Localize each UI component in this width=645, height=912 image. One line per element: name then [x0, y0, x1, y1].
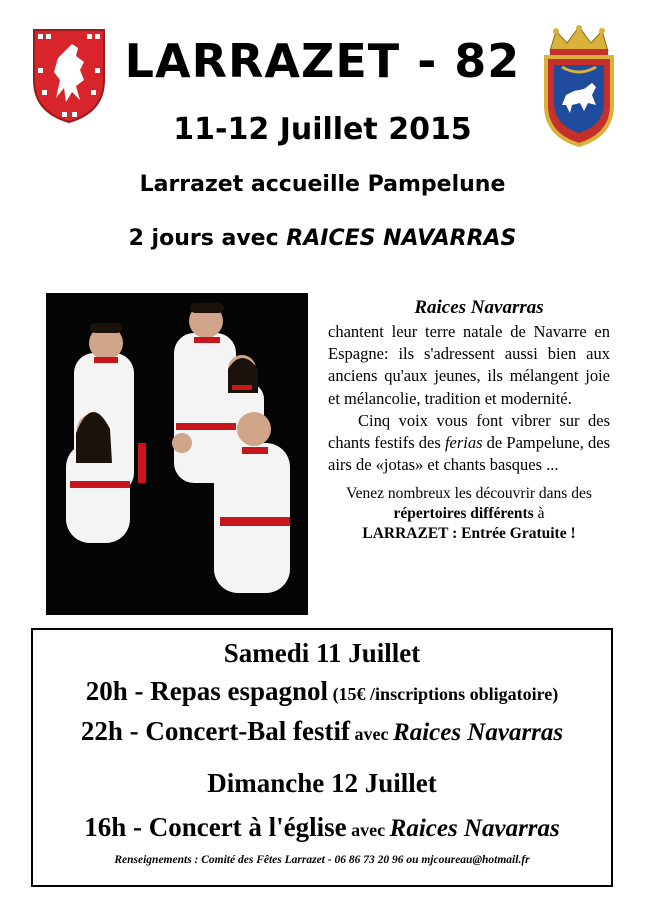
- sat-ev1-note: (15€ /inscriptions obligatoire): [328, 684, 559, 704]
- two-days-prefix: 2 jours avec: [128, 226, 287, 251]
- program-box: [31, 628, 613, 887]
- group-name: Raices Navarras: [414, 297, 544, 318]
- para2-text-a: Cinq voix vous font vibrer sur des chants festifs des: [328, 410, 610, 453]
- two-days-line: [0, 224, 645, 254]
- cta-free-entry: LARRAZET : Entrée Gratuite !: [362, 525, 576, 543]
- cta-text-a: Venez nombreux les découvrir dans des: [346, 485, 592, 503]
- sat-ev1-title: 20h - Repas espagnol: [85, 676, 329, 706]
- sat-ev2-group: Raices Navarras: [393, 719, 564, 746]
- cta-bold: répertoires différents: [393, 505, 534, 523]
- cta-text-b: à: [533, 505, 545, 523]
- sun-ev1-title: 16h - Concert à l'église: [84, 812, 347, 842]
- group-name-header: RAICES NAVARRAS: [286, 226, 517, 251]
- para2-text-b: de Pampelune, des airs de «jotas» et chants basques ...: [328, 433, 610, 475]
- sunday-heading: Dimanche 12 Juillet: [207, 768, 437, 798]
- welcome-line: Larrazet accueille Pampelune: [139, 172, 506, 197]
- sunday-event-1: [33, 812, 611, 843]
- event-dates: 11-12 Juillet 2015: [173, 112, 472, 147]
- saturday-event-1: [33, 676, 611, 707]
- call-to-action: [328, 484, 610, 544]
- sun-ev1-group: Raices Navarras: [389, 815, 560, 842]
- sun-ev1-with: avec: [346, 820, 390, 840]
- contact-info: Renseignements : Comité des Fêtes Larrazet - 06 86 73 20 96 ou mjcoureau@hotmail.fr: [114, 854, 530, 866]
- group-description: [328, 296, 610, 544]
- para2-ferias: ferias: [444, 433, 483, 453]
- description-paragraph-1: chantent leur terre natale de Navarre en Espagne: ils s'adressent aussi bien aux anciens qu'aux jeunes, ils mélangent joie et mélancolie, tradition et modernité.: [328, 322, 610, 408]
- poster-title: LARRAZET - 82: [124, 34, 521, 88]
- saturday-heading: Samedi 11 Juillet: [223, 638, 421, 668]
- group-photo: [46, 293, 308, 615]
- saturday-event-2: [33, 716, 611, 747]
- description-paragraph-2: [328, 410, 610, 477]
- sat-ev2-with: avec: [350, 724, 394, 744]
- sat-ev2-title: 22h - Concert-Bal festif: [80, 716, 351, 746]
